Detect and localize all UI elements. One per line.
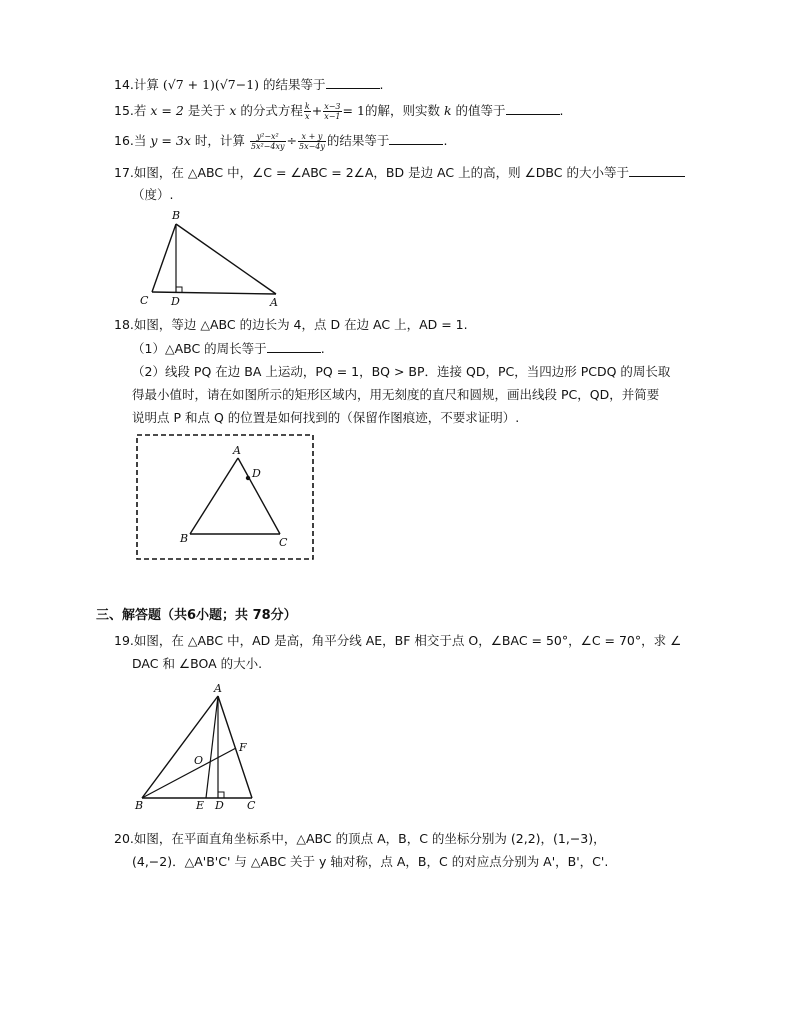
question-text: 的结果等于 xyxy=(263,77,326,92)
label-e: E xyxy=(196,799,205,810)
question-number: 14. xyxy=(114,77,134,92)
question-18-part2-l3: 说明点 P 和点 Q 的位置是如何找到的（保留作图痕迹，不要求证明）. xyxy=(132,410,520,425)
label-d: D xyxy=(171,295,180,308)
question-15: 15.若 x = 2 是关于 x 的分式方程 $\frac{k}{x}$ + $\frac{x-3}{x-1}$ = 1的解，则实数 k 的值等于 . xyxy=(114,102,564,121)
answer-blank[interactable] xyxy=(389,132,443,145)
question-14: 14.计算 (√7 + 1)(√7−1) 的结果等于 . xyxy=(114,77,384,92)
q17-triangle-figure xyxy=(138,206,288,310)
question-number: 16. xyxy=(114,133,134,148)
side-ab xyxy=(190,458,238,534)
question-20-line2: (4,−2)．△A'B'C' 与 △ABC 关于 y 轴对称，点 A，B，C 的对应点分别为 A'，B'，C'. xyxy=(132,854,609,869)
label-b: B xyxy=(172,209,181,222)
bisector-ae xyxy=(206,696,218,798)
section-3-heading: 三、解答题（共6小题；共 78分） xyxy=(96,608,297,623)
answer-blank[interactable] xyxy=(629,164,685,177)
side-cb xyxy=(152,224,176,292)
question-18: 18.如图，等边 △ABC 的边长为 4，点 D 在边 AC 上，AD = 1. xyxy=(114,317,468,332)
label-b: B xyxy=(135,799,144,810)
side-ca xyxy=(152,292,276,294)
bisector-bf xyxy=(142,748,236,798)
question-19: 19.如图，在 △ABC 中，AD 是高，角平分线 AE，BF 相交于点 O，∠BAC = 50°，∠C = 70°，求 ∠ xyxy=(114,633,682,648)
label-f: F xyxy=(239,741,247,754)
right-angle-mark xyxy=(218,792,224,798)
side-ab xyxy=(142,696,218,798)
question-18-part2-l1: （2）线段 PQ 在边 BA 上运动，PQ = 1，BQ > BP．连接 QD，PC，当四边形 PCDQ 的周长取 xyxy=(132,364,671,379)
question-18-part2-l2: 得最小值时，请在如图所示的矩形区域内，用无刻度的直尺和圆规，画出线段 PC，QD，并简要 xyxy=(132,387,660,402)
question-17: 17.如图，在 △ABC 中，∠C = ∠ABC = 2∠A，BD 是边 AC 上的高，则 ∠DBC 的大小等于 xyxy=(114,164,685,182)
q19-triangle-figure xyxy=(130,680,270,810)
label-d: D xyxy=(252,467,261,480)
q18-construction-area xyxy=(134,432,316,562)
label-b: B xyxy=(180,532,189,545)
label-c: C xyxy=(279,536,288,549)
question-17-line2: （度）. xyxy=(132,187,174,202)
question-18-part1: （1）△ABC 的周长等于 . xyxy=(132,341,325,356)
label-a: A xyxy=(270,296,278,309)
question-number: 17. xyxy=(114,165,134,180)
fraction: $\frac{x-3}{x-1}$ xyxy=(324,102,341,121)
fraction: $\frac{x + y}{5x-4y}$ xyxy=(299,132,325,151)
label-d: D xyxy=(215,799,224,810)
answer-blank[interactable] xyxy=(506,102,560,115)
question-19-line2: DAC 和 ∠BOA 的大小. xyxy=(132,656,263,671)
answer-blank[interactable] xyxy=(267,340,321,353)
label-a: A xyxy=(233,444,241,457)
question-number: 15. xyxy=(114,103,134,118)
question-16: 16.当 y = 3x 时，计算 $\frac{\text{y²−x²}}{\text{5x²−4xy}}$ ÷ $\frac{x + y}{5x-4y}$ 的结果等于 . xyxy=(114,132,448,151)
math-condition: x = 2 xyxy=(150,103,184,118)
side-ba xyxy=(176,224,276,294)
side-ac xyxy=(218,696,252,798)
label-a: A xyxy=(214,682,222,695)
question-number: 20. xyxy=(114,831,134,846)
math-expression: (√7 + 1)(√7−1) xyxy=(162,77,260,92)
question-text: 计算 xyxy=(133,77,159,92)
fraction: $\frac{k}{x}$ xyxy=(304,102,310,121)
question-number: 18. xyxy=(114,317,134,332)
point-d xyxy=(246,476,250,480)
answer-blank[interactable] xyxy=(326,76,380,89)
fraction: $\frac{\text{y²−x²}}{\text{5x²−4xy}}$ xyxy=(250,132,285,151)
question-20: 20.如图，在平面直角坐标系中，△ABC 的顶点 A，B，C 的坐标分别为 (2,2)，(1,−3)， xyxy=(114,831,606,846)
label-c: C xyxy=(140,294,149,307)
label-o: O xyxy=(194,754,204,767)
question-number: 19. xyxy=(114,633,134,648)
label-c: C xyxy=(247,799,256,810)
